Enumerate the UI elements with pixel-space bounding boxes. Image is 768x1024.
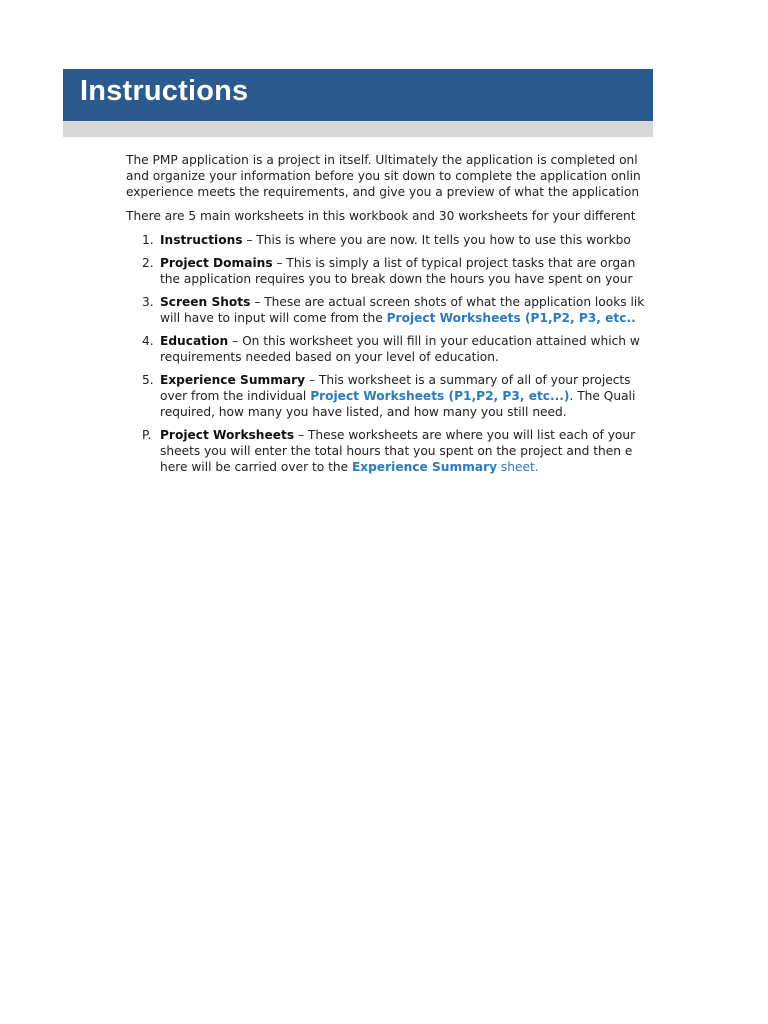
list-item-instructions [126, 232, 653, 248]
list-number: 1. [142, 233, 154, 247]
list-number: 2. [142, 256, 154, 270]
item-text: the application requires you to break down the hours you have spent on your [160, 272, 633, 286]
title-underbar [63, 121, 653, 137]
title-bar [63, 69, 653, 121]
item-text: – On this worksheet you will fill in your education attained which w [228, 334, 640, 348]
intro-line: The PMP application is a project in itself. Ultimately the application is completed onl [126, 153, 638, 167]
list-item-screen-shots [126, 294, 653, 326]
item-keyword: Experience Summary [160, 373, 306, 387]
item-text: – This worksheet is a summary of all of your projects [305, 373, 631, 387]
item-text: over from the individual [160, 389, 311, 403]
list-item-project-worksheets [126, 427, 653, 475]
item-keyword: Education [160, 334, 229, 348]
item-text: required, how many you have listed, and how many you still need. [160, 405, 567, 419]
list-number: 5. [142, 373, 154, 387]
item-keyword: Project Worksheets [160, 428, 295, 442]
item-text: – This is simply a list of typical project tasks that are organ [272, 256, 636, 270]
item-text: – These worksheets are where you will list each of your [294, 428, 636, 442]
item-text: sheets you will enter the total hours that you spent on the project and then e [160, 444, 633, 458]
worksheets-summary: There are 5 main worksheets in this workbook and 30 worksheets for your different [126, 209, 636, 223]
item-text: – This is where you are now. It tells you how to use this workbo [242, 233, 631, 247]
item-keyword: Screen Shots [160, 295, 251, 309]
project-worksheets-link[interactable]: Project Worksheets (P1,P2, P3, etc.. [386, 311, 636, 325]
list-number: P. [142, 428, 152, 442]
project-worksheets-link[interactable]: Project Worksheets (P1,P2, P3, etc...) [310, 389, 570, 403]
item-text: . The Quali [569, 389, 636, 403]
page-title: Instructions [80, 75, 249, 107]
item-text: here will be carried over to the [160, 460, 352, 474]
intro-line: and organize your information before you sit down to complete the application onlin [126, 169, 641, 183]
item-keyword: Project Domains [160, 256, 273, 270]
item-text: requirements needed based on your level of education. [160, 350, 499, 364]
list-number: 4. [142, 334, 154, 348]
intro-paragraph [126, 152, 653, 200]
item-text: – These are actual screen shots of what the application looks lik [250, 295, 645, 309]
item-keyword: Instructions [160, 233, 243, 247]
item-text: will have to input will come from the [160, 311, 387, 325]
sheet-link-text[interactable]: sheet. [497, 460, 539, 474]
list-number: 3. [142, 295, 154, 309]
list-item-experience-summary [126, 372, 653, 420]
instructions-content [126, 152, 653, 512]
list-item-education [126, 333, 653, 365]
experience-summary-link[interactable]: Experience Summary [351, 460, 498, 474]
list-item-project-domains [126, 255, 653, 287]
intro-line: experience meets the requirements, and give you a preview of what the application [126, 185, 640, 199]
